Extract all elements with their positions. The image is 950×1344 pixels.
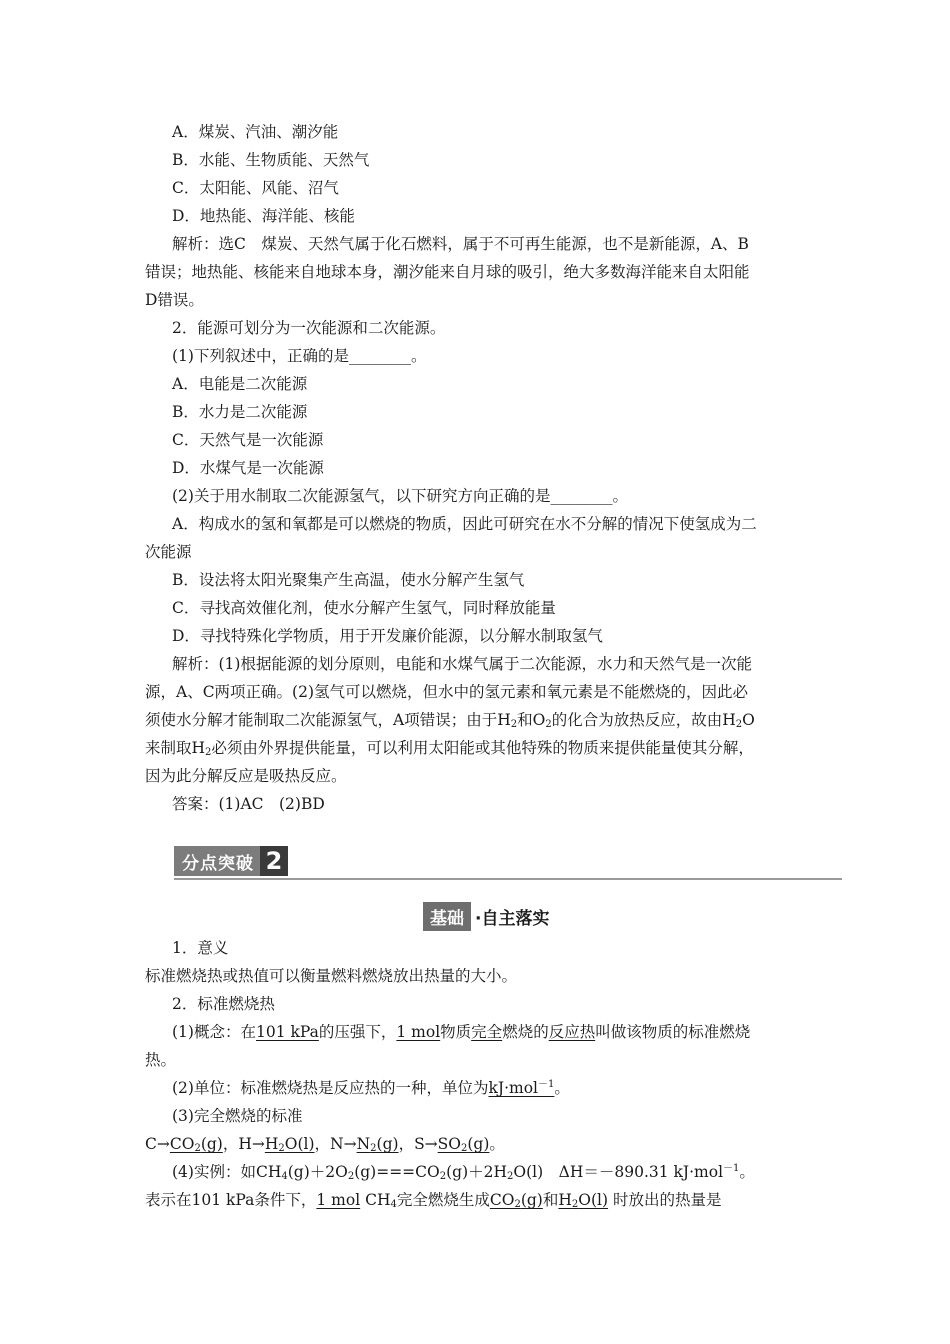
subsection-heading-tag: 基础 xyxy=(423,902,471,931)
q2-part2-stem: (2)关于用水制取二次能源氢气，以下研究方向正确的是________。 xyxy=(172,487,628,505)
q2-part2-option-a-line-1: A．构成水的氢和氧都是可以燃烧的物质，因此可研究在水不分解的情况下使氢成为二 xyxy=(172,515,757,533)
q2-part2-option-c: C．寻找高效催化剂，使水分解产生氢气，同时释放能量 xyxy=(172,599,556,617)
q1-option-d: D．地热能、海洋能、核能 xyxy=(172,207,355,225)
q2-part1-option-c: C．天然气是一次能源 xyxy=(172,431,324,449)
q2-part2-option-a-line-2: 次能源 xyxy=(145,543,192,561)
q2-part1-option-a: A．电能是二次能源 xyxy=(172,375,308,393)
q2-analysis-line-2: 源，A、C两项正确。(2)氢气可以燃烧，但水中的氢元素和氧元素是不能燃烧的，因此必 xyxy=(145,683,749,701)
meaning-text: 标准燃烧热或热值可以衡量燃料燃烧放出热量的大小。 xyxy=(145,967,518,985)
q2-part2-option-b: B．设法将太阳光聚集产生高温，使水分解产生氢气 xyxy=(172,571,525,589)
q2-part2-option-d: D．寻找特殊化学物质，用于开发廉价能源，以分解水制取氢气 xyxy=(172,627,603,645)
subsection-heading-text: ·自主落实 xyxy=(475,908,550,929)
q2-analysis-line-3: 须使水分解才能制取二次能源氢气，A项错误；由于$H_2$和$O_2$的化合为放热反应，故由$H_2O$ xyxy=(145,711,755,730)
section-divider xyxy=(174,878,842,880)
q1-analysis-line-3: D错误。 xyxy=(145,291,204,309)
unit-line: (2)单位：标准燃烧热是反应热的一种，单位为kJ·mol$^{-1}$。 xyxy=(172,1079,570,1097)
q1-analysis-line-2: 错误；地热能、核能来自地球本身，潮汐能来自月球的吸引，绝大多数海洋能来自太阳能 xyxy=(145,263,750,281)
q1-option-a: A．煤炭、汽油、潮汐能 xyxy=(172,123,339,141)
q2-analysis-line-1: 解析：(1)根据能源的划分原则，电能和水煤气属于二次能源，水力和天然气是一次能 xyxy=(172,655,752,673)
example-equation: (4)实例：如$CH_4(g)+2O_2(g)===CO_2(g)+2H_2O(l)$ ΔH＝－890.31 kJ·mol$^{-1}$。 xyxy=(172,1163,755,1182)
section-banner xyxy=(174,846,288,876)
section-banner-label: 分点突破 xyxy=(174,846,260,876)
concept-line-1: (1)概念：在101 kPa的压强下，1 mol物质完全燃烧的反应热叫做该物质的标准燃烧 xyxy=(172,1023,751,1041)
q1-option-c: C．太阳能、风能、沼气 xyxy=(172,179,339,197)
subsection-heading xyxy=(423,903,549,929)
concept-line-2: 热。 xyxy=(145,1051,177,1069)
q1-analysis-line-1: 解析：选C 煤炭、天然气属于化石燃料，属于不可再生能源，也不是新能源，A、B xyxy=(172,235,749,253)
q2-part1-stem: (1)下列叙述中，正确的是________。 xyxy=(172,347,427,365)
q2-answer: 答案：(1)AC (2)BD xyxy=(172,795,325,813)
q2-analysis-line-4: 来制取$H_2$必须由外界提供能量，可以利用太阳能或其他特殊的物质来提供能量使其分解， xyxy=(145,739,754,758)
heading-standard-combustion-heat: 2．标准燃烧热 xyxy=(172,995,275,1013)
complete-combustion-heading: (3)完全燃烧的标准 xyxy=(172,1107,303,1125)
example-explanation: 表示在101 kPa条件下，1 mol $CH_4$完全燃烧生成$CO_2(g)$和$H_2O(l)$ 时放出的热量是 xyxy=(145,1191,722,1210)
q2-part1-option-d: D．水煤气是一次能源 xyxy=(172,459,324,477)
q2-part1-option-b: B．水力是二次能源 xyxy=(172,403,308,421)
complete-combustion-products: $C\to CO_2(g)$，$H\to H_2O(l)$，$N\to N_2(g)$，$S\to SO_2(g)$。 xyxy=(145,1135,505,1154)
q2-stem: 2．能源可划分为一次能源和二次能源。 xyxy=(172,319,446,337)
section-banner-number: 2 xyxy=(260,846,288,876)
q2-analysis-line-5: 因为此分解反应是吸热反应。 xyxy=(145,767,347,785)
heading-meaning: 1．意义 xyxy=(172,939,229,957)
q1-option-b: B．水能、生物质能、天然气 xyxy=(172,151,370,169)
